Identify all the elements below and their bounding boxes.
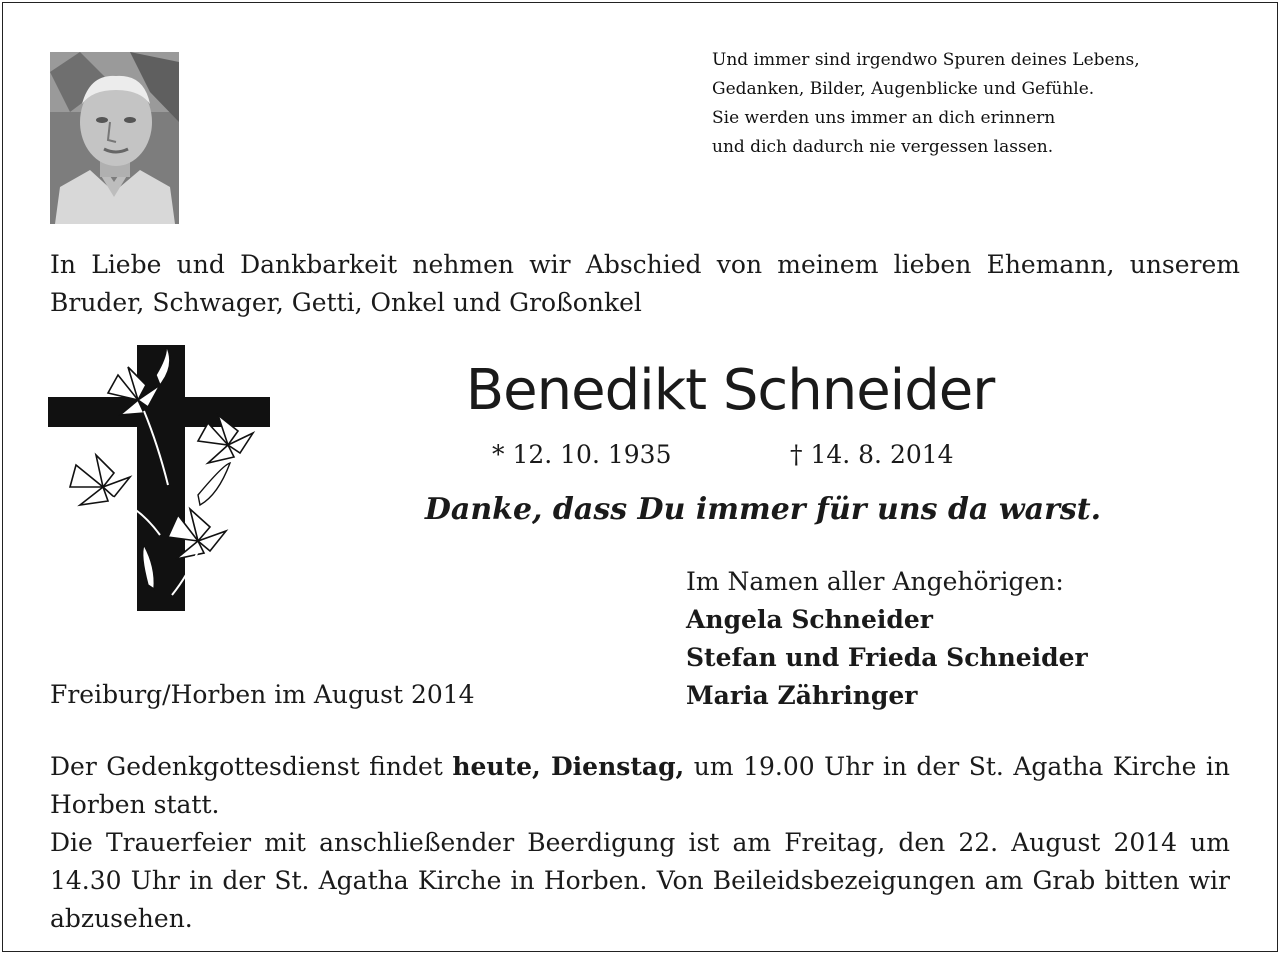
death-date: † 14. 8. 2014 <box>790 440 954 469</box>
place-date: Freiburg/Horben im August 2014 <box>50 680 475 709</box>
thanks-line: Danke, dass Du immer für uns da warst. <box>424 492 1102 527</box>
memorial-service-text <box>50 748 1230 824</box>
service-day: heute, Dienstag, <box>452 752 685 781</box>
service-text-start: Der Gedenkgottesdienst findet <box>50 752 453 781</box>
verse-line: Und immer sind irgendwo Spuren deines Lebens, <box>712 50 1140 70</box>
mourner-name: Stefan und Frieda Schneider <box>686 643 1088 672</box>
cross-with-lilies-icon <box>48 345 272 611</box>
mourners-block <box>686 563 1088 715</box>
portrait-photo <box>50 52 179 224</box>
verse-line: und dich dadurch nie vergessen lassen. <box>712 137 1054 157</box>
verse-line: Sie werden uns immer an dich erinnern <box>712 108 1056 128</box>
mourner-name: Angela Schneider <box>686 605 933 634</box>
intro-text: In Liebe und Dankbarkeit nehmen wir Abschied von meinem lieben Ehemann, unserem Bruder, Schwager, Getti, Onkel und Großonkel <box>50 250 1240 317</box>
memorial-verse <box>712 46 1232 162</box>
deceased-name: Benedikt Schneider <box>465 358 995 423</box>
funeral-text: Die Trauerfeier mit anschließender Beerdigung ist am Freitag, den 22. August 2014 um 14.30 Uhr in der St. Agatha Kirche in Horben. Von Beileidsbezeigungen am Grab bitten wir abzusehen. <box>50 828 1230 933</box>
birth-date: * 12. 10. 1935 <box>492 440 672 469</box>
service-notice <box>50 748 1230 938</box>
verse-line: Gedanken, Bilder, Augenblicke und Gefühle. <box>712 79 1095 99</box>
service-text-end: um 19.00 Uhr in der St. Agatha Kirche in Horben statt. <box>50 752 1230 819</box>
mourners-heading: Im Namen aller Angehörigen: <box>686 567 1064 596</box>
mourner-name: Maria Zähringer <box>686 681 918 710</box>
life-dates <box>492 440 954 469</box>
